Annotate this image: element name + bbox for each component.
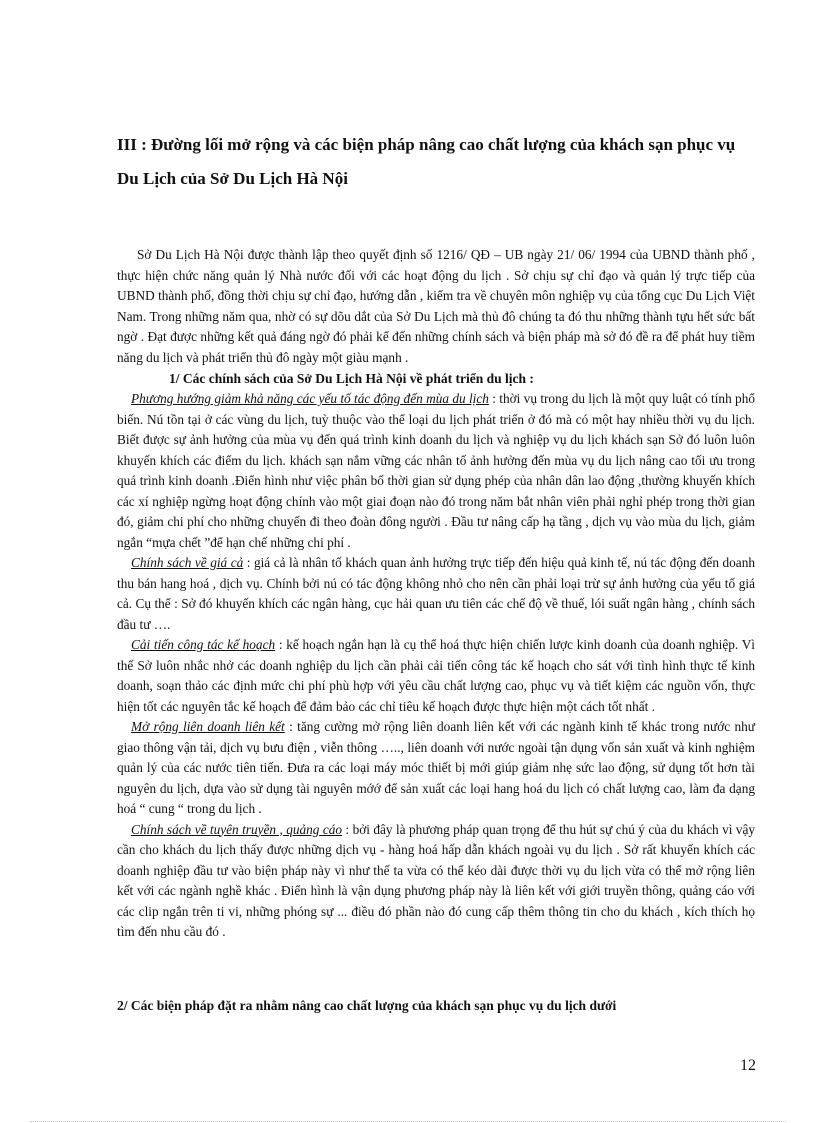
policy-paragraph	[117, 389, 755, 553]
page-number: 12	[740, 1057, 756, 1074]
policy-text: : thời vụ trong du lịch là một quy luật có tính phổ biến. Nú tồn tại ở các vùng du lịch, tuỳ thuộc vào thể loại du lịch phát triển ở đó mà có một hay nhiều thời vụ du lịch. Biết được sự ảnh hưởng của mùa vụ đến quá trình kinh doanh du lịch và nghiệp vụ du lịch khách sạn Sở đó luôn luôn khuyến khích các điểm du lịch. khách sạn nắm vững các nhân tố ảnh hưởng đến mùa vụ du lịch nâng cao tối ưu trong quá trình kinh doanh .Điển hình như việc phân bố thời gian sử dụng phép của nhân dân lao động ,thường khuyến khích các xí nghiệp ngừng hoạt động chính vào một giai đoạn nào đó trong năm bắt nhân viên phải nghỉ phép trong thời gian đó, giảm chi phí cho những chuyến đi theo đoàn đông người . Đầu tư nâng cấp hạ tầng , dịch vụ vào mùa du lịch, giảm ngắn “mựa chết ”để hạn chế những chi phí .	[117, 391, 755, 550]
policy-paragraph	[117, 717, 755, 820]
footer-divider	[30, 1121, 786, 1122]
policy-lead: Cải tiến công tác kế hoạch	[131, 637, 276, 652]
policy-text: : kế hoạch ngắn hạn là cụ thể hoá thực hiện chiến lược kinh doanh của doanh nghiệp. Vì thế Sở luôn nhắc nhở các doanh nghiệp du lịch cần phải cải tiến công tác kế hoạch cho sát với tình hình thực tế kinh doanh, soạn thảo các định mức chi phí phù hợp với yêu cầu chất lượng cao, phục vụ và tiết kiệm các nguồn vốn, thực hiện tốt các nguyên tắc kế hoạch để đảm bảo các chỉ tiêu kế hoạch được thực hiện một cách tốt nhất .	[117, 637, 755, 714]
section2-title: 2/ Các biện pháp đặt ra nhằm nâng cao chất lượng của khách sạn phục vụ du lịch dưới	[117, 998, 617, 1013]
policy-text: : tăng cường mở rộng liên doanh liên kết với các ngành kinh tế khác trong nước như giao thông vận tải, dịch vụ bưu điện , viễn thông ….., liên doanh với nước ngoài tận dụng vốn sản xuất và kinh nghiệm quản lý của các nước tiên tiến. Đưa ra các loại máy móc thiết bị mới giúp giảm nhẹ sức lao động, sử dụng tốt hơn tài nguyên du lịch, dựa vào sử dụng tài nguyên mớớ để sản xuất các loại hang hoá du lịch có chất lượng cao, làm đa dạng hoá “ cung “ trong du lịch .	[117, 719, 755, 816]
intro-paragraph: Sở Du Lịch Hà Nội được thành lập theo quyết định số 1216/ QĐ – UB ngày 21/ 06/ 1994 của UBND thành phố , thực hiện chức năng quản lý Nhà nước đối với các hoạt động du lịch . Sở chịu sự chỉ đạo và quản lý trực tiếp của UBND thành phố, đồng thời chịu sự chỉ đạo, hướng dẫn , kiểm tra về chuyên môn nghiệp vụ của tổng cục Du Lịch Việt Nam. Trong những năm qua, nhờ có sự dõu dắt của Sở Du Lịch mà thủ đô chúng ta đó thu những thành tựu hết sức bất ngờ . Đạt được những kết quả đáng ngờ đó phải kể đến những chính sách và biện pháp mà sở đó đề ra để phát huy tiềm năng du lịch và phát triển thủ đô ngày một giàu mạnh .	[117, 247, 755, 365]
policy-text: : giá cả là nhân tố khách quan ảnh hưởng trực tiếp đến hiệu quả kinh tế, nú tác động đến doanh thu bán hang hoá , dịch vụ. Chính bởi nú có tác động không nhỏ cho nên cần phải loại trừ sự ảnh hưởng của yếu tố giá cả. Cụ thể : Sở đó khuyến khích các ngân hàng, cục hải quan ưu tiên các chế độ về thuế, lói suất ngân hàng , chính sách đầu tư ….	[117, 555, 755, 632]
policy-lead: Phương hướng giảm khả năng các yếu tố tác động đến mùa du lịch	[131, 391, 489, 406]
policy-paragraph	[117, 553, 755, 635]
policy-lead: Chính sách về tuyên truyền , quảng cáo	[131, 821, 343, 837]
section1-title: 1/ Các chính sách của Sở Du Lịch Hà Nội về phát triển du lịch :	[169, 371, 534, 386]
policy-lead: Mở rộng liên doanh liên kết	[131, 719, 285, 734]
section1-body	[117, 389, 755, 943]
policy-paragraph	[117, 635, 755, 717]
policy-lead: Chính sách về giá cả	[131, 555, 244, 570]
policy-text: : bởi đây là phương pháp quan trọng để thu hút sự chú ý của du khách vì vậy cần cho khách du lịch thấy được những dịch vụ - hàng hoá hấp dẫn khách ngoài vụ du lịch . Sở rất khuyến khích các doanh nghiệp đầu tư vào biện pháp này vì như thế ta vừa có thể kéo dài được thời vụ du lịch vừa có thể mở rộng liên kết với các ngành nghề khác . Điển hình là vận dụng phương pháp này là liên kết với giới truyền thông, quảng cáo với các clip ngắn trên ti vi, những phóng sự ... điều đó phần nào đó cung cấp thêm thông tin cho du khách , kích thích họ tìm đến nhu cầu đó .	[117, 821, 756, 939]
section-heading: III : Đường lối mở rộng và các biện pháp nâng cao chất lượng của khách sạn phục vụ Du Lịch của Sở Du Lịch Hà Nội	[117, 135, 736, 188]
policy-paragraph	[117, 820, 755, 943]
